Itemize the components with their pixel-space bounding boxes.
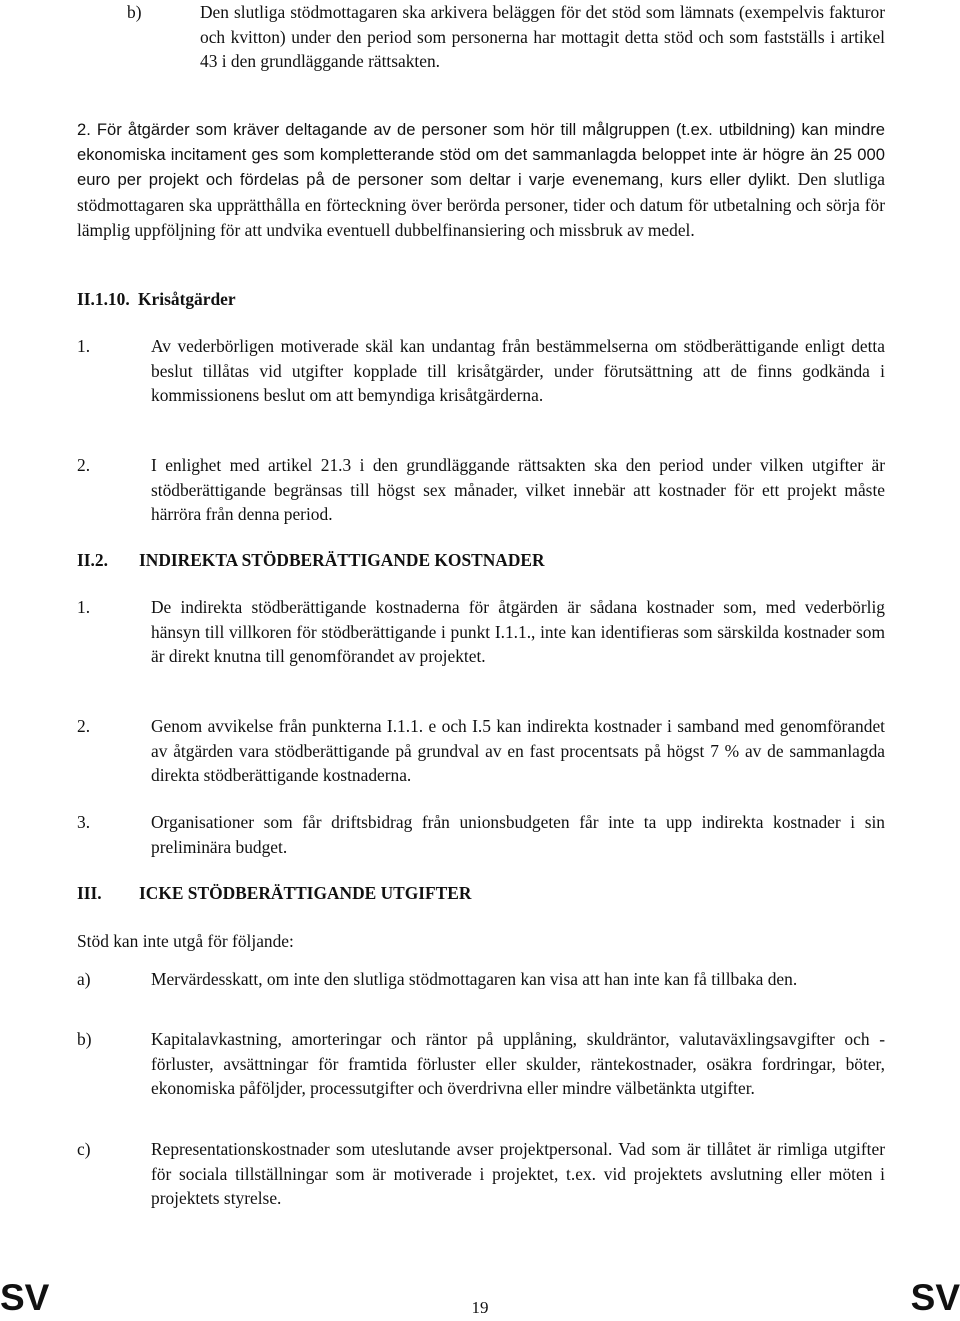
- list-item-text: Genom avvikelse från punkterna I.1.1. e och I.5 kan indirekta kostnader i samband med genomförandet av åtgärden vara stödberättigande på grundval av en fast procentsats på högst 7 % av de sammanlagda direkta stödberättigande kostnaderna.: [151, 716, 885, 785]
- list-item-indirect-1: [77, 595, 885, 669]
- list-item-label: 1.: [77, 597, 91, 617]
- page-number: 19: [471, 1298, 489, 1317]
- list-item-label: 2.: [77, 716, 91, 736]
- list-item-kris-2: [77, 453, 885, 527]
- section-heading-iii: [77, 881, 885, 906]
- section-number: II.2.: [77, 550, 108, 570]
- paragraph-point-2-tail: Den slutliga stödmottagaren ska upprätthålla en förteckning över berörda personer, tider och datum för utbetalning och sörja för lämplig uppföljning för att undvika eventuell dubbelfinansiering och missbruk av medel.: [77, 169, 885, 240]
- list-item-text: De indirekta stödberättigande kostnaderna för åtgärden är sådana kostnader som, med vederbörlig hänsyn till villkoren för stödberättigande i punkt I.1.1., inte kan identifieras som särskilda kostnader som är direkt knutna till genomförandet av projektet.: [151, 597, 885, 666]
- intro-text: Stöd kan inte utgå för följande:: [77, 931, 294, 951]
- section-title: INDIREKTA STÖDBERÄTTIGANDE KOSTNADER: [139, 550, 545, 570]
- list-item-label: 3.: [77, 812, 91, 832]
- section-heading-ii-2: [77, 548, 885, 573]
- list-item-text: Representationskostnader som uteslutande avser projektpersonal. Vad som är tillåtet är rimliga utgifter för sociala tillställningar som är motiverade i projektet, t.ex. vid projektets avslutning eller möten i projektets styrelse.: [151, 1139, 885, 1208]
- list-item-indirect-3: [77, 810, 885, 859]
- section-title: Krisåtgärder: [138, 289, 236, 309]
- paragraph-point-2-text: 2. För åtgärder som kräver deltagande av de personer som hör till målgruppen (t.ex. utbildning) kan mindre ekonomiska incitament ges som kompletterande stöd om det sammanlagda beloppet inte är högre än 25 000 euro per projekt och fördelas på de personer som deltar i varje evenemang, kurs eller dylikt.: [77, 120, 885, 189]
- section-heading-ii-1-10: [77, 287, 885, 312]
- list-item-label: 1.: [77, 336, 91, 356]
- list-item-label: b): [77, 1029, 92, 1049]
- list-item-text: Organisationer som får driftsbidrag från unionsbudgeten får inte ta upp indirekta kostnader i sin preliminära budget.: [151, 812, 885, 857]
- footer-language-left: SV: [0, 1277, 50, 1318]
- list-item-text: Av vederbörligen motiverade skäl kan undantag från bestämmelserna om stödberättigande enligt detta beslut tillåtas vid utgifter kopplade till krisåtgärder, under förutsättning att de finns godkända i kommissionens beslut om att bemyndiga krisåtgärderna.: [151, 336, 885, 405]
- list-item-noneligible-c: [77, 1137, 885, 1211]
- list-item-label: 2.: [77, 455, 91, 475]
- list-item-text: Mervärdesskatt, om inte den slutliga stödmottagaren kan visa att han inte kan få tillbaka den.: [151, 969, 798, 989]
- list-item-noneligible-b: [77, 1027, 885, 1101]
- section-title: ICKE STÖDBERÄTTIGANDE UTGIFTER: [139, 883, 472, 903]
- list-item-text: Kapitalavkastning, amorteringar och räntor på upplåning, skuldräntor, valutaväxlingsavgifter och -förluster, avsättningar för framtida förluster eller skulder, räntekostnader, osäkra fordringar, böter, ekonomiska påföljder, processutgifter och överdrivna eller mindre välbetänkta utgifter.: [151, 1029, 885, 1098]
- list-item-label: c): [77, 1139, 91, 1159]
- list-item-label: a): [77, 969, 91, 989]
- list-item-noneligible-a: [77, 967, 885, 992]
- section-number: III.: [77, 883, 102, 903]
- list-item-text: I enlighet med artikel 21.3 i den grundläggande rättsakten ska den period under vilken utgifter är stödberättigande begränsas till högst sex månader, vilket innebär att kostnader för ett projekt måste härröra från denna period.: [151, 455, 885, 524]
- paragraph-point-2: [77, 118, 885, 244]
- section-number: II.1.10.: [77, 289, 130, 309]
- footer-language-right: SV: [910, 1277, 960, 1318]
- list-item-indirect-2: [77, 714, 885, 788]
- list-item-kris-1: [77, 334, 885, 408]
- list-item-text: Den slutliga stödmottagaren ska arkivera beläggen för det stöd som lämnats (exempelvis fakturor och kvitton) under den period som personerna har mottagit detta stöd och som fastställs i artikel 43 i den grundläggande rättsakten.: [200, 2, 885, 71]
- list-item-label: b): [127, 2, 142, 22]
- list-item-b-archive: [127, 0, 885, 74]
